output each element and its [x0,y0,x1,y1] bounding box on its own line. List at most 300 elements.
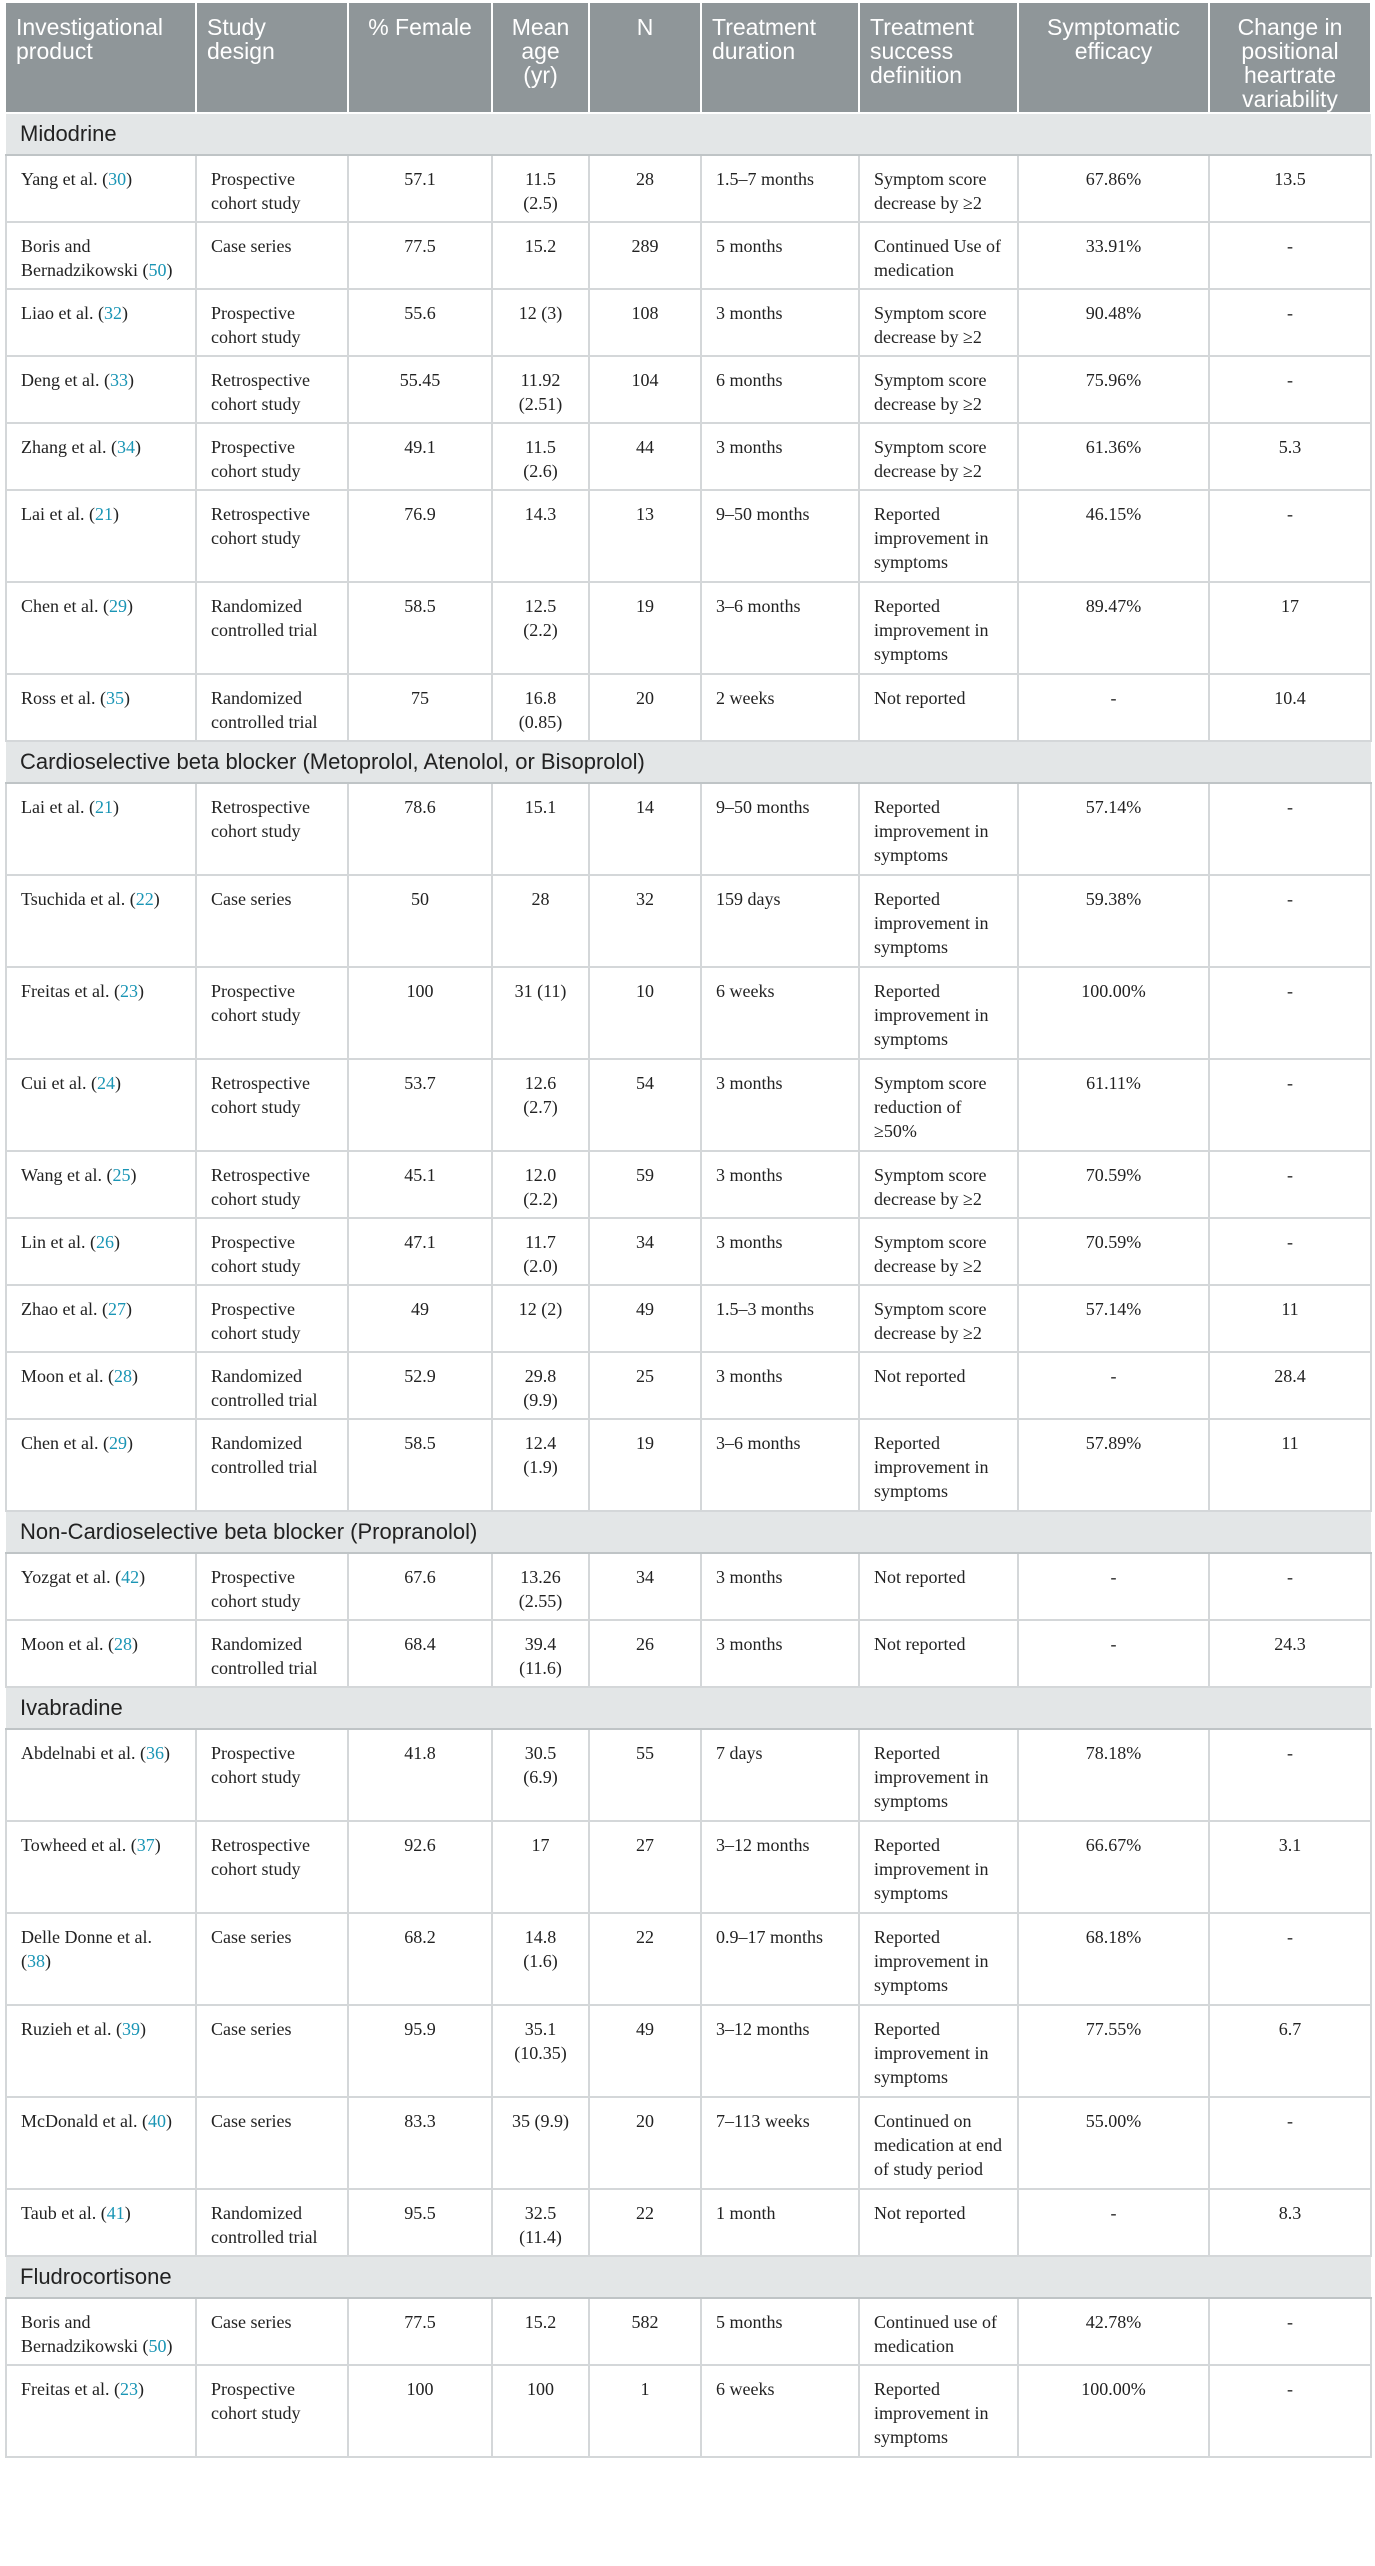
duration-cell: 9–50 months [701,783,859,875]
efficacy-cell: 70.59% [1018,1218,1209,1285]
citation-close: ) [163,1743,170,1763]
table-row [6,674,1371,741]
success-definition-cell: Reported improvement in symptoms [859,1913,1018,2005]
duration-cell: 3 months [701,1151,859,1218]
duration-cell: 6 weeks [701,2365,859,2457]
study-design-cell: Prospective cohort study [196,155,348,222]
hrv-change-cell: 28.4 [1209,1352,1371,1419]
duration-cell: 1 month [701,2189,859,2256]
study-citation [6,2189,196,2256]
efficacy-cell: 42.78% [1018,2298,1209,2365]
efficacy-cell: 57.89% [1018,1419,1209,1511]
header-symptomatic-efficacy: Symptomatic efficacy [1018,3,1209,113]
hrv-change-cell: - [1209,1218,1371,1285]
table-row [6,490,1371,582]
efficacy-cell: - [1018,2189,1209,2256]
header-treatment-success: Treatment success definition [859,3,1018,113]
study-design-cell: Prospective cohort study [196,2365,348,2457]
table-row [6,1285,1371,1352]
reference-link[interactable]: 23 [119,981,138,1001]
duration-cell: 3–12 months [701,2005,859,2097]
hrv-change-cell: - [1209,1913,1371,2005]
success-definition-cell: Reported improvement in symptoms [859,783,1018,875]
sample-size-cell: 582 [589,2298,701,2365]
female-percent-cell: 95.9 [348,2005,492,2097]
success-definition-cell: Symptom score decrease by ≥2 [859,289,1018,356]
study-citation [6,967,196,1059]
study-design-cell: Case series [196,1913,348,2005]
table-body [6,113,1371,2457]
study-design-cell: Retrospective cohort study [196,1059,348,1151]
success-definition-cell: Symptom score decrease by ≥2 [859,1218,1018,1285]
citation-close: ) [112,504,119,524]
reference-link[interactable]: 23 [119,2379,138,2399]
female-percent-cell: 55.6 [348,289,492,356]
citation-close: ) [126,596,133,616]
citation-close: ) [113,1232,120,1252]
study-citation [6,1151,196,1218]
reference-link[interactable]: 29 [108,1433,127,1453]
reference-link[interactable]: 26 [95,1232,114,1252]
author-text: Abdelnabi et al. ( [21,1743,146,1763]
success-definition-cell: Symptom score decrease by ≥2 [859,1151,1018,1218]
female-percent-cell: 47.1 [348,1218,492,1285]
hrv-change-cell: - [1209,1553,1371,1620]
study-citation [6,289,196,356]
study-citation [6,783,196,875]
author-text: Lin et al. ( [21,1232,96,1252]
sample-size-cell: 20 [589,2097,701,2189]
sample-size-cell: 19 [589,582,701,674]
hrv-change-cell: - [1209,2365,1371,2457]
hrv-change-cell: 6.7 [1209,2005,1371,2097]
hrv-change-cell: - [1209,1059,1371,1151]
table-row [6,2298,1371,2365]
author-text: Moon et al. ( [21,1366,114,1386]
reference-link[interactable]: 30 [108,169,127,189]
reference-link[interactable]: 27 [107,1299,126,1319]
study-citation [6,674,196,741]
sample-size-cell: 55 [589,1729,701,1821]
study-design-cell: Randomized controlled trial [196,1352,348,1419]
table-row [6,582,1371,674]
duration-cell: 7 days [701,1729,859,1821]
citation-close: ) [124,2203,131,2223]
header-investigational-product: Investigational product [6,3,196,113]
group-row [6,113,1371,155]
reference-link[interactable]: 24 [96,1073,115,1093]
author-text: Wang et al. ( [21,1165,113,1185]
author-text: Yozgat et al. ( [21,1567,122,1587]
mean-age-cell: 12.5 (2.2) [492,582,589,674]
reference-link[interactable]: 38 [27,1951,45,1971]
mean-age-cell: 17 [492,1821,589,1913]
efficacy-cell: 77.55% [1018,2005,1209,2097]
sample-size-cell: 289 [589,222,701,289]
mean-age-cell: 15.2 [492,222,589,289]
reference-link[interactable]: 33 [109,370,128,390]
author-text: Zhang et al. ( [21,437,117,457]
sample-size-cell: 108 [589,289,701,356]
efficacy-cell: - [1018,1352,1209,1419]
study-design-cell: Prospective cohort study [196,1285,348,1352]
citation-close: ) [114,1073,121,1093]
duration-cell: 3 months [701,423,859,490]
reference-link[interactable]: 42 [121,1567,140,1587]
success-definition-cell: Not reported [859,674,1018,741]
sample-size-cell: 28 [589,155,701,222]
efficacy-cell: 61.36% [1018,423,1209,490]
mean-age-cell: 32.5 (11.4) [492,2189,589,2256]
author-text: Towheed et al. ( [21,1835,137,1855]
efficacy-cell: 100.00% [1018,967,1209,1059]
hrv-change-cell: - [1209,875,1371,967]
study-design-cell: Prospective cohort study [196,423,348,490]
author-text: Liao et al. ( [21,303,104,323]
hrv-change-cell: - [1209,967,1371,1059]
female-percent-cell: 68.2 [348,1913,492,2005]
efficacy-cell: 57.14% [1018,1285,1209,1352]
mean-age-cell: 15.2 [492,2298,589,2365]
efficacy-cell: 90.48% [1018,289,1209,356]
mean-age-cell: 35.1 (10.35) [492,2005,589,2097]
hrv-change-cell: - [1209,783,1371,875]
efficacy-cell: 70.59% [1018,1151,1209,1218]
mean-age-cell: 12 (2) [492,1285,589,1352]
study-design-cell: Randomized controlled trial [196,674,348,741]
female-percent-cell: 83.3 [348,2097,492,2189]
hrv-change-cell: - [1209,222,1371,289]
efficacy-cell: 33.91% [1018,222,1209,289]
mean-age-cell: 11.5 (2.6) [492,423,589,490]
author-text: Chen et al. ( [21,1433,109,1453]
mean-age-cell: 29.8 (9.9) [492,1352,589,1419]
study-citation [6,1620,196,1687]
author-text: Chen et al. ( [21,596,109,616]
success-definition-cell: Not reported [859,1352,1018,1419]
duration-cell: 3–6 months [701,582,859,674]
efficacy-cell: 61.11% [1018,1059,1209,1151]
mean-age-cell: 31 (11) [492,967,589,1059]
efficacy-cell: 55.00% [1018,2097,1209,2189]
author-text: Taub et al. ( [21,2203,107,2223]
citation-close: ) [166,260,173,280]
female-percent-cell: 49.1 [348,423,492,490]
citation-close: ) [131,1366,138,1386]
table-row [6,289,1371,356]
female-percent-cell: 75 [348,674,492,741]
sample-size-cell: 14 [589,783,701,875]
efficacy-cell: 75.96% [1018,356,1209,423]
header-n: N [589,3,701,113]
author-text: Ruzieh et al. ( [21,2019,122,2039]
table-row [6,1352,1371,1419]
header-hrv-change: Change in positional heartrate variability [1209,3,1371,113]
mean-age-cell: 12.6 (2.7) [492,1059,589,1151]
sample-size-cell: 25 [589,1352,701,1419]
female-percent-cell: 95.5 [348,2189,492,2256]
table-row [6,1218,1371,1285]
sample-size-cell: 104 [589,356,701,423]
success-definition-cell: Reported improvement in symptoms [859,875,1018,967]
duration-cell: 3–6 months [701,1419,859,1511]
author-text: Yang et al. ( [21,169,109,189]
success-definition-cell: Reported improvement in symptoms [859,582,1018,674]
header-study-design: Study design [196,3,348,113]
study-design-cell: Case series [196,2005,348,2097]
efficacy-cell: 68.18% [1018,1913,1209,2005]
table-row [6,1151,1371,1218]
duration-cell: 3 months [701,289,859,356]
female-percent-cell: 76.9 [348,490,492,582]
duration-cell: 3 months [701,1059,859,1151]
duration-cell: 3 months [701,1218,859,1285]
sample-size-cell: 13 [589,490,701,582]
efficacy-cell: 89.47% [1018,582,1209,674]
success-definition-cell: Reported improvement in symptoms [859,1729,1018,1821]
success-definition-cell: Symptom score decrease by ≥2 [859,155,1018,222]
mean-age-cell: 28 [492,875,589,967]
study-citation [6,1419,196,1511]
hrv-change-cell: 3.1 [1209,1821,1371,1913]
author-text: Boris and Bernadzikowski ( [21,2312,149,2356]
success-definition-cell: Continued on medication at end of study period [859,2097,1018,2189]
mean-age-cell: 15.1 [492,783,589,875]
female-percent-cell: 100 [348,967,492,1059]
sample-size-cell: 22 [589,2189,701,2256]
reference-link[interactable]: 28 [113,1634,132,1654]
hrv-change-cell: - [1209,490,1371,582]
sample-size-cell: 49 [589,2005,701,2097]
citation-close: ) [126,1433,133,1453]
female-percent-cell: 77.5 [348,222,492,289]
citation-close: ) [127,370,134,390]
citation-close: ) [112,797,119,817]
study-citation [6,490,196,582]
study-citation [6,1059,196,1151]
reference-link[interactable]: 32 [103,303,122,323]
duration-cell: 3–12 months [701,1821,859,1913]
hrv-change-cell: 24.3 [1209,1620,1371,1687]
citation-close: ) [125,1299,132,1319]
reference-link[interactable]: 36 [145,1743,164,1763]
table-row [6,155,1371,222]
study-citation [6,1285,196,1352]
female-percent-cell: 68.4 [348,1620,492,1687]
reference-link[interactable]: 28 [113,1366,132,1386]
mean-age-cell: 35 (9.9) [492,2097,589,2189]
reference-link[interactable]: 50 [148,2336,167,2356]
sample-size-cell: 54 [589,1059,701,1151]
reference-link[interactable]: 21 [94,797,113,817]
group-title: Cardioselective beta blocker (Metoprolol, Atenolol, or Bisoprolol) [6,741,1371,783]
table-row [6,1913,1371,2005]
study-design-cell: Prospective cohort study [196,289,348,356]
group-title: Ivabradine [6,1687,1371,1729]
success-definition-cell: Not reported [859,1553,1018,1620]
efficacy-cell: - [1018,674,1209,741]
group-row [6,741,1371,783]
duration-cell: 3 months [701,1620,859,1687]
citation-close: ) [124,688,130,708]
study-design-cell: Retrospective cohort study [196,356,348,423]
success-definition-cell: Continued Use of medication [859,222,1018,289]
citation-close: ) [131,1634,138,1654]
reference-link[interactable]: 40 [147,2111,166,2131]
sample-size-cell: 49 [589,1285,701,1352]
sample-size-cell: 22 [589,1913,701,2005]
citation-close: ) [165,2111,172,2131]
study-citation [6,582,196,674]
sample-size-cell: 19 [589,1419,701,1511]
success-definition-cell: Not reported [859,2189,1018,2256]
table-row [6,2097,1371,2189]
citation-close: ) [139,1567,146,1587]
hrv-change-cell: 8.3 [1209,2189,1371,2256]
success-definition-cell: Not reported [859,1620,1018,1687]
author-text: Freitas et al. ( [21,2379,120,2399]
author-text: Lai et al. ( [21,797,95,817]
reference-link[interactable]: 29 [108,596,127,616]
duration-cell: 159 days [701,875,859,967]
citation-close: ) [45,1951,51,1971]
author-text: Delle Donne et al. ( [21,1927,152,1971]
success-definition-cell: Symptom score decrease by ≥2 [859,1285,1018,1352]
duration-cell: 9–50 months [701,490,859,582]
sample-size-cell: 44 [589,423,701,490]
table-row [6,1620,1371,1687]
table-row [6,1729,1371,1821]
citation-close: ) [130,1165,137,1185]
group-row [6,2256,1371,2298]
group-title: Non-Cardioselective beta blocker (Propranolol) [6,1511,1371,1553]
group-row [6,1511,1371,1553]
success-definition-cell: Reported improvement in symptoms [859,2005,1018,2097]
study-citation [6,2005,196,2097]
efficacy-cell: 67.86% [1018,155,1209,222]
author-text: Deng et al. ( [21,370,110,390]
reference-link[interactable]: 22 [135,889,154,909]
duration-cell: 6 months [701,356,859,423]
author-text: McDonald et al. ( [21,2111,148,2131]
table-row [6,2365,1371,2457]
sample-size-cell: 59 [589,1151,701,1218]
reference-link[interactable]: 37 [136,1835,155,1855]
study-design-cell: Case series [196,222,348,289]
hrv-change-cell: 13.5 [1209,155,1371,222]
female-percent-cell: 45.1 [348,1151,492,1218]
study-design-cell: Prospective cohort study [196,1553,348,1620]
mean-age-cell: 12 (3) [492,289,589,356]
header-mean-age: Mean age (yr) [492,3,589,113]
study-design-cell: Case series [196,875,348,967]
table-row [6,783,1371,875]
author-text: Tsuchida et al. ( [21,889,136,909]
duration-cell: 7–113 weeks [701,2097,859,2189]
author-text: Cui et al. ( [21,1073,97,1093]
author-text: Freitas et al. ( [21,981,120,1001]
study-design-cell: Case series [196,2097,348,2189]
study-citation [6,1218,196,1285]
duration-cell: 1.5–7 months [701,155,859,222]
mean-age-cell: 30.5 (6.9) [492,1729,589,1821]
female-percent-cell: 50 [348,875,492,967]
study-design-cell: Prospective cohort study [196,1218,348,1285]
group-row [6,1687,1371,1729]
table-row [6,222,1371,289]
reference-link[interactable]: 21 [94,504,113,524]
author-text: Moon et al. ( [21,1634,114,1654]
group-title: Midodrine [6,113,1371,155]
success-definition-cell: Reported improvement in symptoms [859,1821,1018,1913]
study-design-cell: Prospective cohort study [196,967,348,1059]
reference-link[interactable]: 50 [148,260,167,280]
female-percent-cell: 58.5 [348,582,492,674]
sample-size-cell: 32 [589,875,701,967]
hrv-change-cell: 11 [1209,1419,1371,1511]
studies-table [5,3,1372,2458]
mean-age-cell: 100 [492,2365,589,2457]
duration-cell: 0.9–17 months [701,1913,859,2005]
mean-age-cell: 11.5 (2.5) [492,155,589,222]
female-percent-cell: 58.5 [348,1419,492,1511]
success-definition-cell: Symptom score decrease by ≥2 [859,356,1018,423]
study-design-cell: Retrospective cohort study [196,1151,348,1218]
table-row [6,2005,1371,2097]
study-citation [6,222,196,289]
reference-link[interactable]: 35 [106,688,124,708]
reference-link[interactable]: 39 [121,2019,140,2039]
table-row [6,875,1371,967]
reference-link[interactable]: 34 [116,437,135,457]
author-text: Zhao et al. ( [21,1299,108,1319]
reference-link[interactable]: 41 [106,2203,125,2223]
success-definition-cell: Symptom score decrease by ≥2 [859,423,1018,490]
citation-close: ) [137,2379,144,2399]
female-percent-cell: 53.7 [348,1059,492,1151]
female-percent-cell: 100 [348,2365,492,2457]
duration-cell: 3 months [701,1352,859,1419]
study-citation [6,423,196,490]
study-design-cell: Retrospective cohort study [196,490,348,582]
study-design-cell: Randomized controlled trial [196,582,348,674]
table-row [6,2189,1371,2256]
efficacy-cell: - [1018,1553,1209,1620]
study-citation [6,1913,196,2005]
study-citation [6,2365,196,2457]
study-citation [6,356,196,423]
author-text: Boris and Bernadzikowski ( [21,236,149,280]
success-definition-cell: Reported improvement in symptoms [859,967,1018,1059]
citation-close: ) [134,437,141,457]
citation-close: ) [126,169,133,189]
female-percent-cell: 57.1 [348,155,492,222]
mean-age-cell: 11.7 (2.0) [492,1218,589,1285]
female-percent-cell: 52.9 [348,1352,492,1419]
citation-close: ) [139,2019,146,2039]
mean-age-cell: 13.26 (2.55) [492,1553,589,1620]
table-row [6,1419,1371,1511]
female-percent-cell: 77.5 [348,2298,492,2365]
efficacy-cell: 66.67% [1018,1821,1209,1913]
reference-link[interactable]: 25 [112,1165,131,1185]
duration-cell: 5 months [701,222,859,289]
hrv-change-cell: 17 [1209,582,1371,674]
efficacy-cell: 59.38% [1018,875,1209,967]
table-row [6,1553,1371,1620]
success-definition-cell: Reported improvement in symptoms [859,490,1018,582]
mean-age-cell: 16.8 (0.85) [492,674,589,741]
